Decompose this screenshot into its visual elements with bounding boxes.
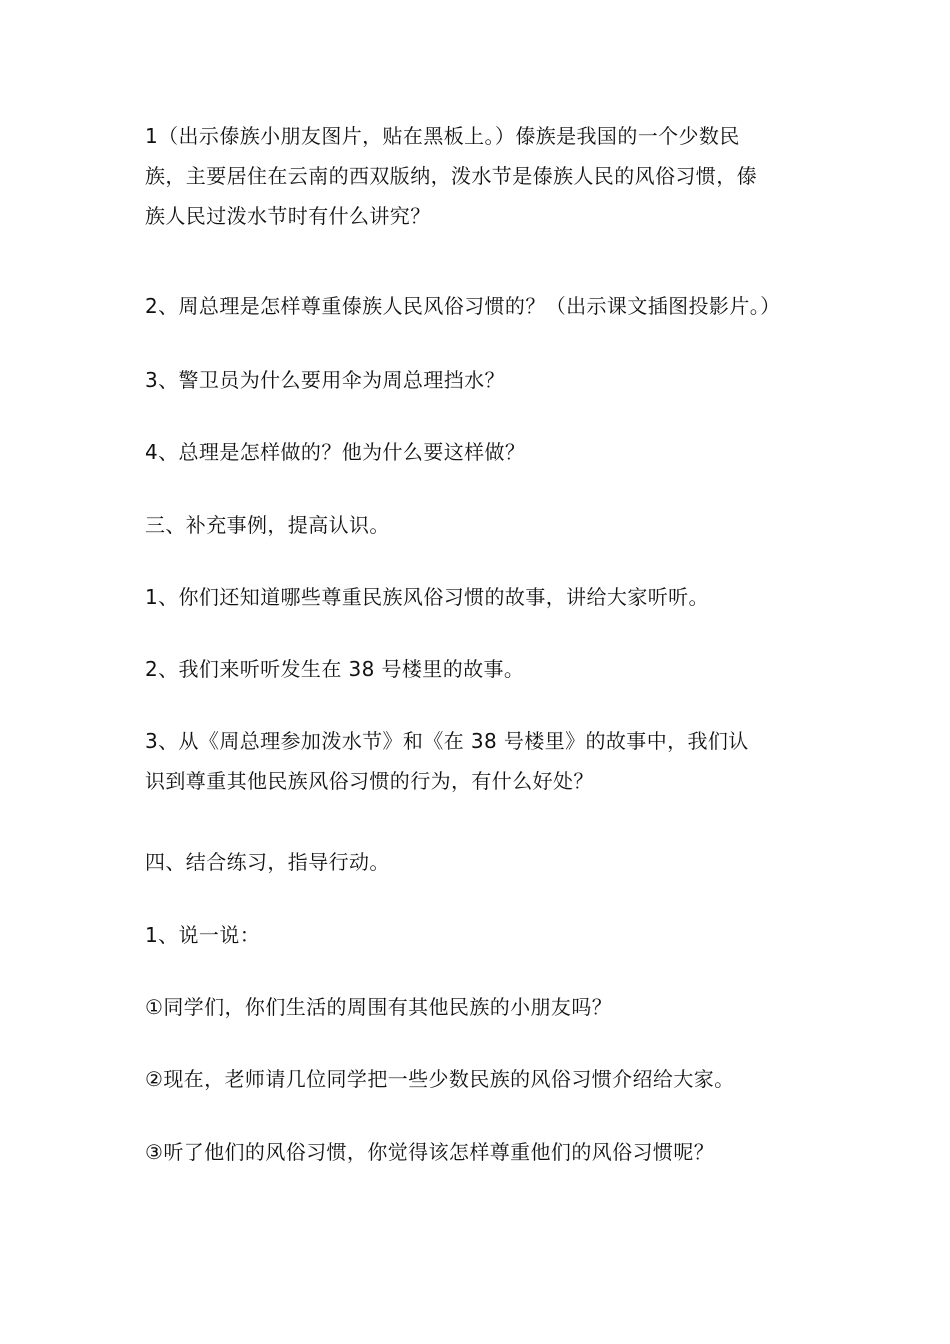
paragraph-question-3 — [145, 360, 505, 400]
paragraph-circled-3 — [145, 1132, 714, 1172]
paragraph-section3-item-1 — [145, 577, 709, 617]
text-line: 1（出示傣族小朋友图片，贴在黑板上。）傣族是我国的一个少数民 — [145, 124, 740, 148]
text-line: ②现在，老师请几位同学把一些少数民族的风俗习惯介绍给大家。 — [145, 1067, 735, 1091]
paragraph-question-4 — [145, 432, 525, 472]
text-line: 识到尊重其他民族风俗习惯的行为，有什么好处？ — [145, 769, 594, 793]
text-line: 三、补充事例，提高认识。 — [145, 513, 390, 537]
text-line: 3、警卫员为什么要用伞为周总理挡水？ — [145, 368, 505, 392]
paragraph-circled-1 — [145, 987, 612, 1027]
section-heading-3 — [145, 505, 390, 545]
text-line: 4、总理是怎样做的？他为什么要这样做？ — [145, 440, 526, 464]
text-line: ③听了他们的风俗习惯，你觉得该怎样尊重他们的风俗习惯呢？ — [145, 1140, 715, 1164]
text-line: 1、你们还知道哪些尊重民族风俗习惯的故事，讲给大家听听。 — [145, 585, 709, 609]
text-line: ①同学们，你们生活的周围有其他民族的小朋友吗？ — [145, 995, 613, 1019]
paragraph-section4-item-1 — [145, 915, 260, 955]
text-line: 四、结合练习，指导行动。 — [145, 850, 390, 874]
text-line: 2、周总理是怎样尊重傣族人民风俗习惯的？（出示课文插图投影片。） — [145, 294, 781, 318]
paragraph-dai-intro — [145, 116, 813, 236]
paragraph-section3-item-2 — [145, 649, 524, 689]
text-line: 2、我们来听听发生在 38 号楼里的故事。 — [145, 657, 525, 681]
paragraph-section3-item-3 — [145, 721, 813, 801]
text-line: 族，主要居住在云南的西双版纳，泼水节是傣族人民的风俗习惯，傣 — [145, 164, 757, 188]
paragraph-circled-2 — [145, 1059, 735, 1099]
text-line: 1、说一说： — [145, 923, 261, 947]
text-line: 族人民过泼水节时有什么讲究？ — [145, 204, 431, 228]
text-line: 3、从《周总理参加泼水节》和《在 38 号楼里》的故事中，我们认 — [145, 729, 749, 753]
section-heading-4 — [145, 842, 390, 882]
paragraph-question-2 — [145, 286, 781, 326]
